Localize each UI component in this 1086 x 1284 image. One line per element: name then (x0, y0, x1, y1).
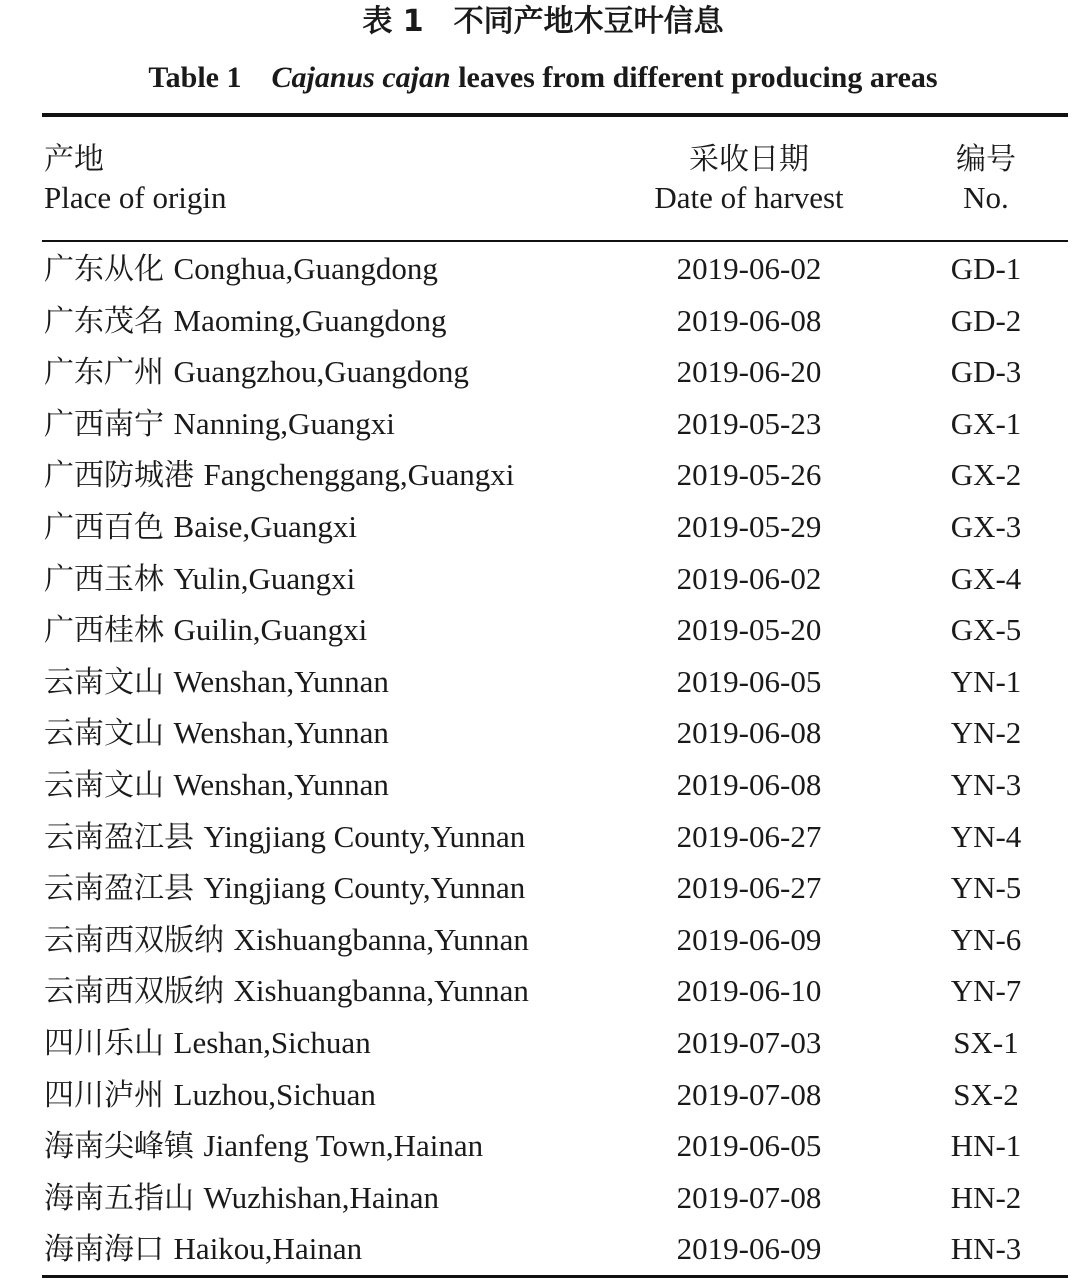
origin-cn: 云南盈江县 (44, 819, 194, 855)
cell-place-of-origin (44, 914, 529, 967)
origin-cn: 广西玉林 (44, 561, 164, 597)
cell-sample-no: SX-2 (953, 1076, 1019, 1112)
origin-en: Wuzhishan,Hainan (203, 1179, 440, 1215)
origin-en: Yulin,Guangxi (173, 560, 356, 596)
table-row (0, 862, 1086, 914)
origin-cn: 广西南宁 (44, 406, 164, 442)
cell-sample-no: YN-5 (950, 870, 1022, 906)
cell-place-of-origin (44, 449, 514, 502)
cell-date-of-harvest: 2019-06-27 (676, 870, 822, 906)
caption-species: Cajanus cajan (271, 61, 451, 94)
table-row (0, 707, 1086, 759)
origin-cn: 海南尖峰镇 (44, 1129, 194, 1165)
cell-sample-no: YN-1 (950, 663, 1022, 699)
cell-date-of-harvest: 2019-07-08 (676, 1076, 822, 1112)
cell-sample-no: YN-7 (950, 973, 1022, 1009)
origin-cn: 四川乐山 (44, 1026, 164, 1061)
cell-sample-no: GX-3 (950, 509, 1022, 544)
origin-cn: 海南海口 (44, 1232, 164, 1268)
origin-cn: 云南文山 (44, 768, 164, 803)
cell-sample-no: GD-1 (950, 251, 1022, 286)
cell-place-of-origin (44, 553, 355, 606)
origin-en: Haikou,Hainan (173, 1231, 363, 1267)
caption-prefix: Table 1 (148, 61, 272, 94)
cell-place-of-origin (44, 759, 389, 812)
origin-en: Yingjiang County,Yunnan (203, 818, 526, 854)
cell-place-of-origin (44, 1017, 371, 1070)
cell-date-of-harvest: 2019-07-08 (676, 1179, 822, 1215)
cell-date-of-harvest: 2019-06-10 (676, 973, 822, 1009)
origin-cn: 四川泸州 (44, 1077, 164, 1113)
cell-date-of-harvest: 2019-06-09 (676, 1231, 822, 1267)
origin-en: Yingjiang County,Yunnan (203, 870, 526, 906)
cell-date-of-harvest: 2019-05-20 (676, 612, 822, 648)
cell-sample-no: GD-3 (950, 354, 1022, 390)
origin-en: Conghua,Guangdong (173, 251, 438, 286)
cell-date-of-harvest: 2019-06-08 (676, 715, 822, 751)
cell-date-of-harvest: 2019-06-02 (676, 251, 822, 286)
cell-place-of-origin (44, 811, 525, 864)
cell-place-of-origin (44, 1223, 362, 1276)
table-row (0, 1172, 1086, 1224)
table-row (0, 811, 1086, 863)
header-date-cn: 采收日期 (689, 142, 809, 177)
header-no-en: No. (963, 180, 1009, 215)
origin-en: Guangzhou,Guangdong (173, 354, 469, 390)
origin-cn: 海南五指山 (44, 1180, 194, 1216)
cell-sample-no: YN-6 (950, 921, 1022, 957)
cell-place-of-origin (44, 1172, 439, 1225)
cell-date-of-harvest: 2019-06-09 (676, 921, 822, 957)
table-row (0, 914, 1086, 966)
cell-place-of-origin (44, 707, 389, 760)
table-row (0, 604, 1086, 656)
origin-en: Leshan,Sichuan (173, 1025, 371, 1060)
cell-sample-no: SX-1 (953, 1025, 1019, 1060)
header-origin-en: Place of origin (44, 180, 227, 215)
cell-place-of-origin (44, 346, 469, 399)
cell-date-of-harvest: 2019-05-26 (676, 457, 822, 493)
origin-en: Nanning,Guangxi (173, 405, 395, 441)
header-origin (44, 140, 227, 216)
table-row (0, 398, 1086, 450)
table-row (0, 656, 1086, 708)
table-row (0, 346, 1086, 398)
origin-en: Maoming,Guangdong (173, 302, 447, 338)
cell-sample-no: GX-4 (950, 560, 1022, 596)
table-header-rule (42, 240, 1068, 242)
table-row (0, 1120, 1086, 1172)
cell-sample-no: HN-1 (950, 1128, 1022, 1164)
table-caption-en (0, 58, 1086, 98)
origin-cn: 云南文山 (44, 664, 164, 700)
origin-cn: 云南西双版纳 (44, 922, 224, 958)
header-no-cn: 编号 (956, 142, 1016, 177)
table-row (0, 1017, 1086, 1069)
header-date-en: Date of harvest (654, 180, 844, 215)
cell-date-of-harvest: 2019-07-03 (676, 1025, 822, 1060)
table-top-rule (42, 113, 1068, 117)
origin-en: Wenshan,Yunnan (173, 715, 389, 751)
table-bottom-rule (42, 1275, 1068, 1278)
header-date (618, 140, 880, 216)
header-origin-cn: 产地 (44, 142, 104, 177)
cell-place-of-origin (44, 656, 389, 709)
cell-place-of-origin (44, 398, 395, 451)
origin-cn: 广东从化 (44, 252, 164, 287)
cell-date-of-harvest: 2019-06-20 (676, 354, 822, 390)
cell-date-of-harvest: 2019-06-05 (676, 663, 822, 699)
cell-sample-no: YN-3 (950, 767, 1022, 802)
origin-cn: 云南西双版纳 (44, 974, 224, 1010)
table-row (0, 553, 1086, 605)
cell-date-of-harvest: 2019-06-08 (676, 302, 822, 338)
cell-place-of-origin (44, 501, 357, 554)
table-row (0, 295, 1086, 347)
cell-sample-no: YN-4 (950, 818, 1022, 854)
origin-en: Luzhou,Sichuan (173, 1076, 376, 1112)
cell-date-of-harvest: 2019-06-05 (676, 1128, 822, 1164)
cell-place-of-origin (44, 243, 438, 296)
origin-cn: 广东广州 (44, 355, 164, 391)
origin-en: Xishuangbanna,Yunnan (233, 921, 529, 957)
origin-en: Fangchenggang,Guangxi (203, 457, 515, 493)
origin-cn: 云南盈江县 (44, 871, 194, 907)
cell-date-of-harvest: 2019-06-02 (676, 560, 822, 596)
table-row (0, 1069, 1086, 1121)
cell-place-of-origin (44, 1120, 483, 1173)
cell-date-of-harvest: 2019-05-23 (676, 405, 822, 441)
cell-place-of-origin (44, 1069, 376, 1122)
origin-cn: 广西桂林 (44, 613, 164, 649)
table-row (0, 759, 1086, 811)
origin-en: Guilin,Guangxi (173, 612, 368, 648)
cell-sample-no: GX-5 (950, 612, 1022, 648)
cell-sample-no: GX-1 (950, 405, 1022, 441)
origin-en: Wenshan,Yunnan (173, 663, 389, 699)
origin-en: Jianfeng Town,Hainan (203, 1128, 484, 1164)
cell-date-of-harvest: 2019-05-29 (676, 509, 822, 544)
origin-en: Wenshan,Yunnan (173, 767, 389, 802)
header-no (918, 140, 1054, 216)
cell-sample-no: HN-3 (950, 1231, 1022, 1267)
cell-place-of-origin (44, 862, 525, 915)
cell-sample-no: YN-2 (950, 715, 1022, 751)
cell-sample-no: HN-2 (950, 1179, 1022, 1215)
origin-en: Baise,Guangxi (173, 509, 357, 544)
origin-cn: 广东茂名 (44, 303, 164, 339)
cell-place-of-origin (44, 295, 447, 348)
table-row (0, 965, 1086, 1017)
cell-place-of-origin (44, 965, 529, 1018)
table-row (0, 449, 1086, 501)
origin-en: Xishuangbanna,Yunnan (233, 973, 529, 1009)
caption-suffix: leaves from different producing areas (450, 61, 938, 94)
cell-sample-no: GD-2 (950, 302, 1022, 338)
cell-sample-no: GX-2 (950, 457, 1022, 493)
origin-cn: 广西防城港 (44, 458, 194, 494)
table-caption-cn: 表 1 不同产地木豆叶信息 (362, 4, 724, 39)
table-row (0, 243, 1086, 295)
cell-date-of-harvest: 2019-06-08 (676, 767, 822, 802)
table-row (0, 1223, 1086, 1275)
origin-cn: 广西百色 (44, 510, 164, 545)
cell-date-of-harvest: 2019-06-27 (676, 818, 822, 854)
origin-cn: 云南文山 (44, 716, 164, 752)
cell-place-of-origin (44, 604, 367, 657)
table-row (0, 501, 1086, 553)
